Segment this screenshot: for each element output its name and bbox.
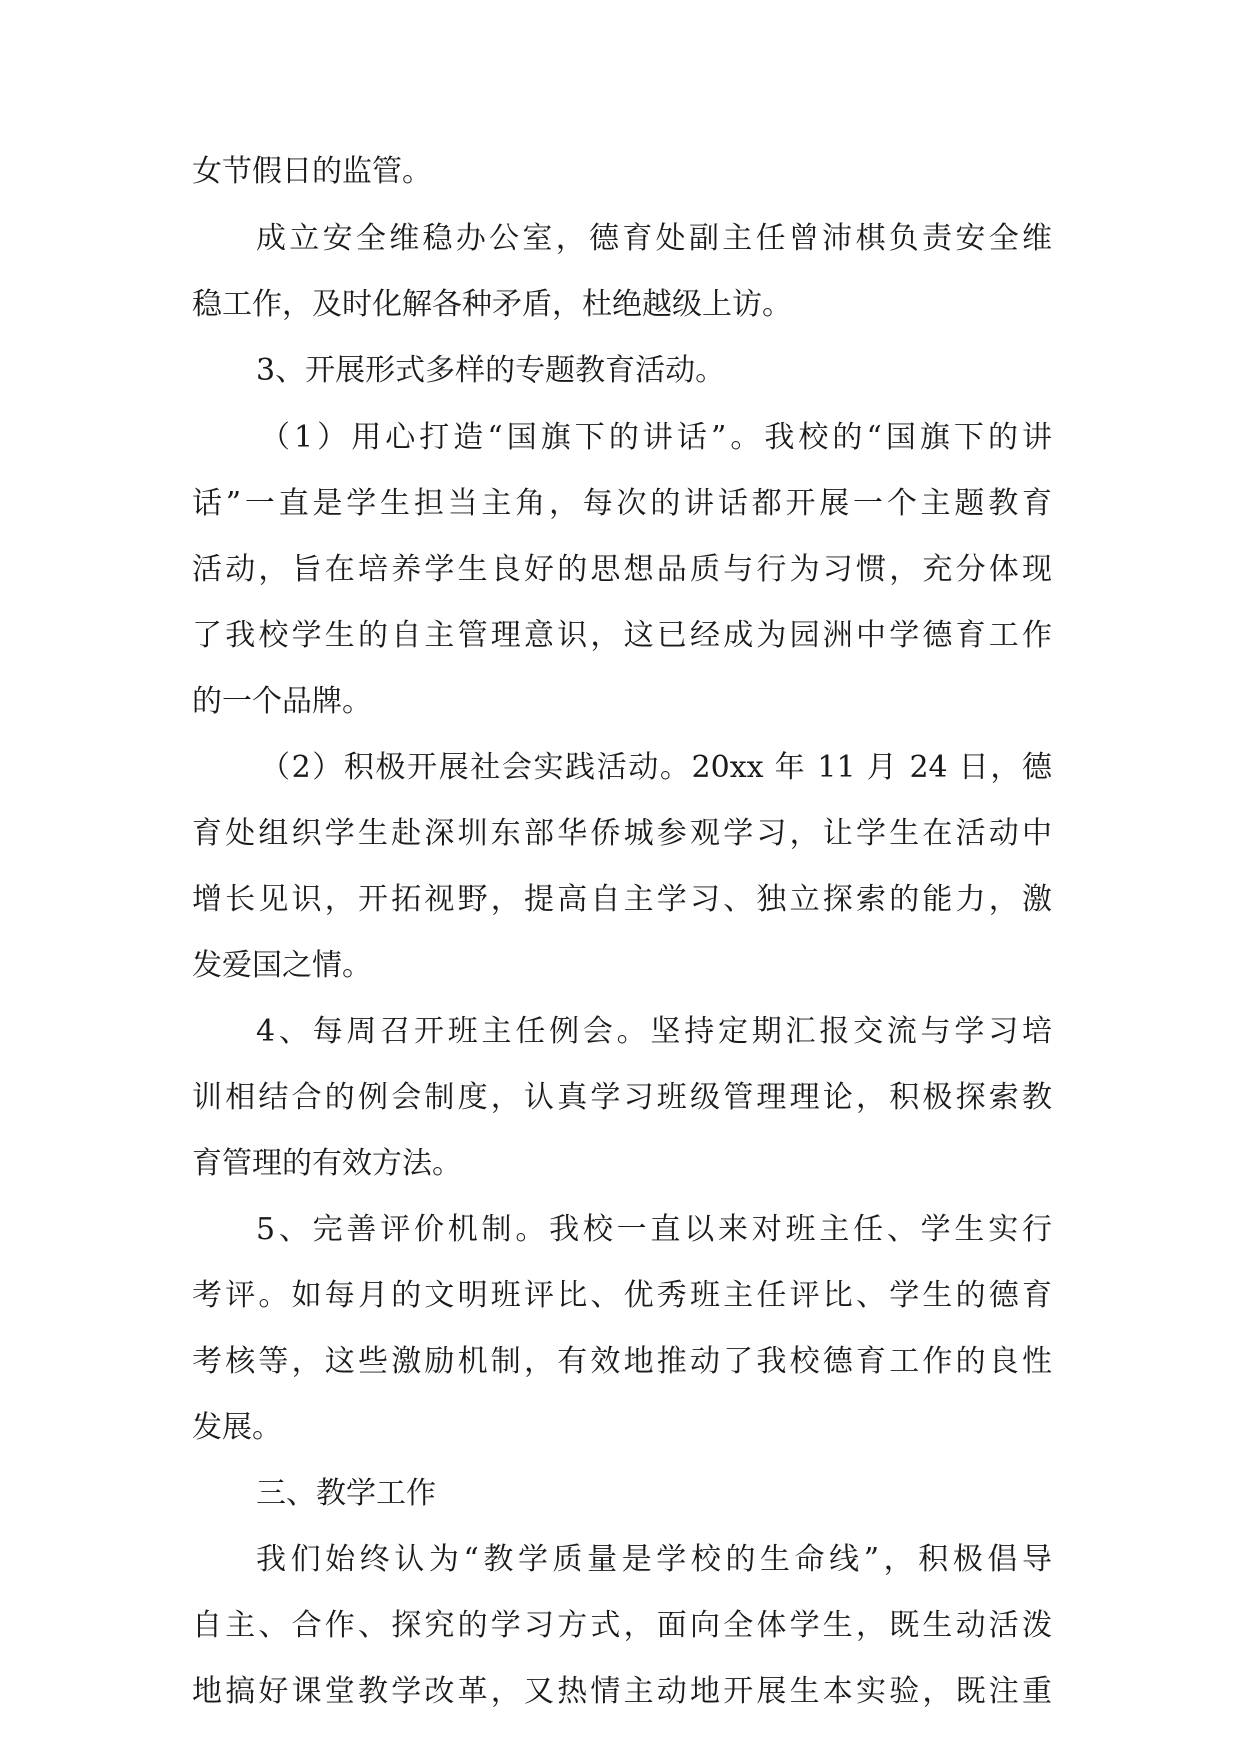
text-line: 地搞好课堂教学改革，又热情主动地开展生本实验，既注重 [192,1674,1052,1709]
text-line: 4、每周召开班主任例会。坚持定期汇报交流与学习培 [256,1014,1052,1049]
text-line: 考核等，这些激励机制，有效地推动了我校德育工作的良性 [192,1344,1052,1379]
text-line: 训相结合的例会制度，认真学习班级管理理论，积极探索教 [192,1080,1052,1115]
text-line: 发展。 [192,1410,282,1445]
text-line: 考评。如每月的文明班评比、优秀班主任评比、学生的德育 [192,1278,1052,1313]
section-heading: 三、教学工作 [256,1476,436,1511]
text-line: 了我校学生的自主管理意识，这已经成为园洲中学德育工作 [192,618,1052,653]
text-line: 增长见识，开拓视野，提高自主学习、独立探索的能力，激 [192,882,1052,917]
text-line: （1）用心打造“国旗下的讲话”。我校的“国旗下的讲 [260,420,1052,455]
text-line: 育管理的有效方法。 [192,1146,462,1181]
text-line: 女节假日的监管。 [192,154,432,189]
text-line: 活动，旨在培养学生良好的思想品质与行为习惯，充分体现 [192,552,1052,587]
text-line: 发爱国之情。 [192,948,372,983]
text-line: 自主、合作、探究的学习方式，面向全体学生，既生动活泼 [192,1608,1052,1643]
text-line: 话”一直是学生担当主角，每次的讲话都开展一个主题教育 [192,486,1052,521]
text-line: 我们始终认为“教学质量是学校的生命线”，积极倡导 [256,1542,1052,1577]
text-line: 3、开展形式多样的专题教育活动。 [256,353,726,388]
text-line: 成立安全维稳办公室，德育处副主任曾沛棋负责安全维 [256,221,1052,256]
text-line: 育处组织学生赴深圳东部华侨城参观学习，让学生在活动中 [192,816,1052,851]
text-line: 的一个品牌。 [192,684,372,719]
text-line: （2）积极开展社会实践活动。20xx 年 11 月 24 日，德 [260,750,1052,785]
text-line: 稳工作，及时化解各种矛盾，杜绝越级上访。 [192,287,792,322]
text-line: 5、完善评价机制。我校一直以来对班主任、学生实行 [256,1212,1052,1247]
